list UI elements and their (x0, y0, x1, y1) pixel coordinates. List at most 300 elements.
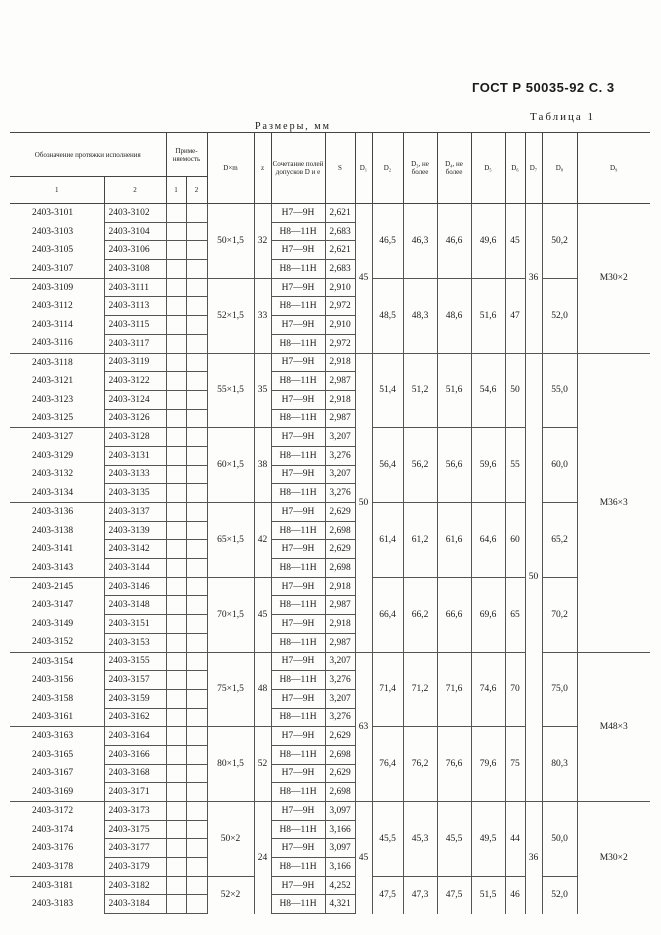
d2-cell: 45,5 (372, 802, 403, 877)
fit-cell: H8—11H (271, 633, 325, 652)
applicability-1 (166, 708, 186, 727)
designation-1: 2403-3103 (32, 226, 74, 237)
s-cell: 3,166 (325, 858, 355, 877)
applicability-2 (186, 559, 207, 578)
applicability-2 (186, 446, 207, 465)
d2-cell: 46,5 (372, 204, 403, 279)
fit-cell: H7—9H (271, 503, 325, 522)
header-d1: D₁ (355, 133, 372, 204)
designation-2: 2403-3144 (104, 559, 166, 578)
designation-1: 2403-3125 (32, 413, 74, 424)
s-cell: 2,987 (325, 372, 355, 391)
applicability-2 (186, 465, 207, 484)
designation-1: 2403-3121 (32, 376, 74, 387)
applicability-1 (166, 540, 186, 559)
header-col-1: 1 (10, 177, 104, 204)
applicability-1 (166, 876, 186, 895)
header-d8: D₈ (542, 133, 577, 204)
fit-cell: H8—11H (271, 708, 325, 727)
header-d5: D₅ (471, 133, 505, 204)
applicability-2 (186, 727, 207, 746)
s-cell: 2,972 (325, 334, 355, 353)
d6-cell: 55 (505, 428, 525, 503)
fit-cell: H8—11H (271, 745, 325, 764)
s-cell: 2,987 (325, 596, 355, 615)
applicability-2 (186, 372, 207, 391)
d6-cell: 75 (505, 727, 525, 802)
header-designation: Обозначение протяжки исполнения (10, 133, 166, 177)
d6-cell: 50 (505, 353, 525, 428)
dxm-cell: 52×2 (207, 876, 254, 913)
designation-1: 2403-3163 (10, 727, 104, 746)
designation-1: 2403-3161 (32, 712, 74, 723)
designation-1: 2403-3147 (32, 600, 74, 611)
applicability-2 (186, 839, 207, 858)
fit-cell: H8—11H (271, 409, 325, 428)
fit-cell: H7—9H (271, 278, 325, 297)
header-z: z (254, 133, 271, 204)
applicability-1 (166, 372, 186, 391)
d2-cell: 66,4 (372, 577, 403, 652)
d9-cell: M48×3 (577, 652, 650, 802)
fit-cell: H7—9H (271, 727, 325, 746)
broach-dimensions-table (10, 132, 650, 914)
fit-cell: H7—9H (271, 577, 325, 596)
table-row (10, 278, 650, 297)
d5-cell: 49,6 (471, 204, 505, 279)
designation-2: 2403-3159 (104, 689, 166, 708)
header-d6: D₆ (505, 133, 525, 204)
designation-2: 2403-3164 (104, 727, 166, 746)
designation-1: 2403-3123 (32, 394, 74, 405)
page-header: ГОСТ Р 50035-92 С. 3 (472, 80, 615, 95)
designation-1: 2403-3178 (32, 861, 74, 872)
applicability-2 (186, 596, 207, 615)
designation-2: 2403-3104 (104, 222, 166, 241)
d2-cell: 76,4 (372, 727, 403, 802)
d4-cell: 46,6 (437, 204, 471, 279)
s-cell: 2,683 (325, 222, 355, 241)
applicability-1 (166, 689, 186, 708)
applicability-1 (166, 764, 186, 783)
z-cell: 38 (254, 428, 271, 503)
designation-1: 2403-3105 (32, 245, 74, 256)
table-body (10, 204, 650, 914)
applicability-1 (166, 633, 186, 652)
fit-cell: H8—11H (271, 484, 325, 503)
d8-cell: 65,2 (542, 503, 577, 578)
d3-cell: 66,2 (403, 577, 437, 652)
s-cell: 2,698 (325, 559, 355, 578)
applicability-2 (186, 633, 207, 652)
s-cell: 2,987 (325, 633, 355, 652)
d6-cell: 60 (505, 503, 525, 578)
d3-cell: 56,2 (403, 428, 437, 503)
table-row (10, 802, 650, 821)
z-cell: 45 (254, 577, 271, 652)
d8-cell: 55,0 (542, 353, 577, 428)
s-cell: 2,621 (325, 204, 355, 223)
designation-2: 2403-3108 (104, 260, 166, 279)
header-d7: D₇ (525, 133, 542, 204)
applicability-1 (166, 297, 186, 316)
d6-cell: 44 (505, 802, 525, 877)
z-cell: 33 (254, 278, 271, 353)
applicability-1 (166, 615, 186, 634)
table-name: Таблица 1 (530, 111, 596, 123)
designation-2: 2403-3137 (104, 503, 166, 522)
applicability-1 (166, 241, 186, 260)
d3-cell: 45,3 (403, 802, 437, 877)
s-cell: 2,918 (325, 577, 355, 596)
fit-cell: H7—9H (271, 652, 325, 671)
applicability-2 (186, 316, 207, 335)
header-s: S (325, 133, 355, 204)
d4-cell: 48,6 (437, 278, 471, 353)
designation-2: 2403-3184 (104, 895, 166, 914)
designation-2: 2403-3162 (104, 708, 166, 727)
designation-2: 2403-3142 (104, 540, 166, 559)
designation-1: 2403-3112 (32, 301, 73, 312)
d5-cell: 51,6 (471, 278, 505, 353)
d3-cell: 47,3 (403, 876, 437, 913)
applicability-1 (166, 334, 186, 353)
applicability-1 (166, 260, 186, 279)
designation-2: 2403-3119 (104, 353, 166, 372)
designation-2: 2403-3102 (104, 204, 166, 223)
applicability-1 (166, 577, 186, 596)
applicability-2 (186, 222, 207, 241)
header-d3: D₃, не более (403, 133, 437, 204)
fit-cell: H8—11H (271, 446, 325, 465)
s-cell: 2,698 (325, 521, 355, 540)
fit-cell: H7—9H (271, 802, 325, 821)
dxm-cell: 80×1,5 (207, 727, 254, 802)
applicability-1 (166, 820, 186, 839)
s-cell: 3,097 (325, 839, 355, 858)
s-cell: 3,166 (325, 820, 355, 839)
designation-2: 2403-3135 (104, 484, 166, 503)
s-cell: 2,910 (325, 278, 355, 297)
d4-cell: 61,6 (437, 503, 471, 578)
applicability-1 (166, 802, 186, 821)
s-cell: 2,629 (325, 540, 355, 559)
applicability-2 (186, 278, 207, 297)
applicability-1 (166, 671, 186, 690)
d7-cell: 50 (525, 353, 542, 802)
applicability-2 (186, 745, 207, 764)
dxm-cell: 55×1,5 (207, 353, 254, 428)
applicability-1 (166, 484, 186, 503)
designation-2: 2403-3115 (104, 316, 166, 335)
d1-cell: 63 (355, 652, 372, 802)
d4-cell: 45,5 (437, 802, 471, 877)
applicability-2 (186, 204, 207, 223)
applicability-2 (186, 876, 207, 895)
applicability-2 (186, 671, 207, 690)
applicability-2 (186, 540, 207, 559)
d1-cell: 45 (355, 204, 372, 354)
applicability-2 (186, 708, 207, 727)
z-cell: 35 (254, 353, 271, 428)
designation-2: 2403-3113 (104, 297, 166, 316)
table-row (10, 727, 650, 746)
s-cell: 4,252 (325, 876, 355, 895)
applicability-2 (186, 353, 207, 372)
d5-cell: 74,6 (471, 652, 505, 727)
designation-1: 2403-3154 (10, 652, 104, 671)
designation-1: 2403-3134 (32, 487, 74, 498)
designation-1: 2403-3176 (32, 843, 74, 854)
fit-cell: H7—9H (271, 204, 325, 223)
d2-cell: 61,4 (372, 503, 403, 578)
applicability-1 (166, 783, 186, 802)
designation-2: 2403-3175 (104, 820, 166, 839)
d3-cell: 51,2 (403, 353, 437, 428)
d2-cell: 71,4 (372, 652, 403, 727)
designation-2: 2403-3126 (104, 409, 166, 428)
applicability-2 (186, 652, 207, 671)
d4-cell: 71,6 (437, 652, 471, 727)
designation-1: 2403-3114 (32, 319, 73, 330)
fit-cell: H8—11H (271, 297, 325, 316)
applicability-2 (186, 802, 207, 821)
s-cell: 2,621 (325, 241, 355, 260)
d6-cell: 65 (505, 577, 525, 652)
dimensions-label: Размеры, мм (255, 121, 331, 132)
fit-cell: H8—11H (271, 671, 325, 690)
s-cell: 3,207 (325, 652, 355, 671)
designation-1: 2403-3143 (32, 562, 74, 573)
d5-cell: 54,6 (471, 353, 505, 428)
applicability-2 (186, 428, 207, 447)
d4-cell: 56,6 (437, 428, 471, 503)
designation-1: 2403-3152 (32, 637, 74, 648)
applicability-2 (186, 577, 207, 596)
designation-1: 2403-3167 (32, 768, 74, 779)
designation-2: 2403-3153 (104, 633, 166, 652)
designation-2: 2403-3122 (104, 372, 166, 391)
fit-cell: H7—9H (271, 316, 325, 335)
designation-2: 2403-3168 (104, 764, 166, 783)
designation-2: 2403-3124 (104, 390, 166, 409)
applicability-2 (186, 409, 207, 428)
s-cell: 2,629 (325, 764, 355, 783)
s-cell: 3,207 (325, 689, 355, 708)
d6-cell: 46 (505, 876, 525, 913)
designation-2: 2403-3151 (104, 615, 166, 634)
header-app-1: 1 (166, 177, 186, 204)
designation-1: 2403-3101 (10, 204, 104, 223)
applicability-2 (186, 689, 207, 708)
d9-cell: M30×2 (577, 802, 650, 914)
fit-cell: H8—11H (271, 596, 325, 615)
d8-cell: 50,2 (542, 204, 577, 279)
designation-1: 2403-3165 (32, 749, 74, 760)
fit-cell: H8—11H (271, 820, 325, 839)
d8-cell: 75,0 (542, 652, 577, 727)
designation-2: 2403-3173 (104, 802, 166, 821)
fit-cell: H7—9H (271, 876, 325, 895)
d2-cell: 48,5 (372, 278, 403, 353)
s-cell: 2,698 (325, 745, 355, 764)
applicability-1 (166, 503, 186, 522)
table-row (10, 353, 650, 372)
s-cell: 3,097 (325, 802, 355, 821)
applicability-1 (166, 465, 186, 484)
d7-cell: 36 (525, 802, 542, 914)
fit-cell: H7—9H (271, 689, 325, 708)
d2-cell: 47,5 (372, 876, 403, 913)
d5-cell: 69,6 (471, 577, 505, 652)
d4-cell: 66,6 (437, 577, 471, 652)
header-d9: D₉ (577, 133, 650, 204)
designation-2: 2403-3146 (104, 577, 166, 596)
d6-cell: 47 (505, 278, 525, 353)
d6-cell: 45 (505, 204, 525, 279)
s-cell: 3,276 (325, 708, 355, 727)
table-row (10, 577, 650, 596)
z-cell: 24 (254, 802, 271, 914)
z-cell: 42 (254, 503, 271, 578)
header-fit: Сочетание полей допусков D и e (271, 133, 325, 204)
d2-cell: 51,4 (372, 353, 403, 428)
table-row (10, 204, 650, 223)
applicability-2 (186, 858, 207, 877)
designation-2: 2403-3139 (104, 521, 166, 540)
d7-cell: 36 (525, 204, 542, 354)
s-cell: 3,276 (325, 671, 355, 690)
applicability-2 (186, 764, 207, 783)
d3-cell: 71,2 (403, 652, 437, 727)
d9-cell: M36×3 (577, 353, 650, 652)
d3-cell: 61,2 (403, 503, 437, 578)
header-d4: D₄, не более (437, 133, 471, 204)
applicability-2 (186, 521, 207, 540)
applicability-2 (186, 241, 207, 260)
dxm-cell: 50×2 (207, 802, 254, 877)
designation-1: 2403-3169 (32, 786, 74, 797)
applicability-1 (166, 409, 186, 428)
dxm-cell: 70×1,5 (207, 577, 254, 652)
d4-cell: 51,6 (437, 353, 471, 428)
designation-2: 2403-3157 (104, 671, 166, 690)
applicability-2 (186, 783, 207, 802)
dxm-cell: 65×1,5 (207, 503, 254, 578)
fit-cell: H7—9H (271, 353, 325, 372)
applicability-2 (186, 503, 207, 522)
dxm-cell: 60×1,5 (207, 428, 254, 503)
designation-2: 2403-3111 (104, 278, 166, 297)
designation-1: 2403-3109 (10, 278, 104, 297)
fit-cell: H8—11H (271, 334, 325, 353)
s-cell: 4,321 (325, 895, 355, 914)
header-d2: D₂ (372, 133, 403, 204)
s-cell: 2,972 (325, 297, 355, 316)
applicability-1 (166, 596, 186, 615)
fit-cell: H7—9H (271, 465, 325, 484)
dxm-cell: 52×1,5 (207, 278, 254, 353)
d5-cell: 49,5 (471, 802, 505, 877)
applicability-2 (186, 390, 207, 409)
designation-1: 2403-3172 (10, 802, 104, 821)
fit-cell: H7—9H (271, 839, 325, 858)
s-cell: 3,276 (325, 446, 355, 465)
applicability-2 (186, 260, 207, 279)
applicability-1 (166, 222, 186, 241)
designation-1: 2403-3107 (32, 263, 74, 274)
d2-cell: 56,4 (372, 428, 403, 503)
applicability-2 (186, 615, 207, 634)
designation-1: 2403-3118 (10, 353, 104, 372)
applicability-1 (166, 521, 186, 540)
designation-1: 2403-3129 (32, 450, 74, 461)
d8-cell: 70,2 (542, 577, 577, 652)
designation-2: 2403-3133 (104, 465, 166, 484)
designation-1: 2403-3136 (10, 503, 104, 522)
applicability-2 (186, 297, 207, 316)
fit-cell: H8—11H (271, 858, 325, 877)
table-row (10, 652, 650, 671)
d3-cell: 76,2 (403, 727, 437, 802)
table-row (10, 876, 650, 895)
s-cell: 2,918 (325, 353, 355, 372)
applicability-2 (186, 484, 207, 503)
applicability-1 (166, 727, 186, 746)
applicability-1 (166, 390, 186, 409)
applicability-1 (166, 446, 186, 465)
header-app-2: 2 (186, 177, 207, 204)
d5-cell: 59,6 (471, 428, 505, 503)
fit-cell: H7—9H (271, 390, 325, 409)
designation-2: 2403-3148 (104, 596, 166, 615)
fit-cell: H8—11H (271, 260, 325, 279)
applicability-2 (186, 334, 207, 353)
fit-cell: H7—9H (271, 428, 325, 447)
applicability-1 (166, 839, 186, 858)
d6-cell: 70 (505, 652, 525, 727)
designation-1: 2403-2145 (10, 577, 104, 596)
applicability-1 (166, 278, 186, 297)
s-cell: 2,918 (325, 615, 355, 634)
d3-cell: 46,3 (403, 204, 437, 279)
designation-2: 2403-3177 (104, 839, 166, 858)
fit-cell: H8—11H (271, 521, 325, 540)
d1-cell: 45 (355, 802, 372, 914)
designation-2: 2403-3166 (104, 745, 166, 764)
applicability-1 (166, 353, 186, 372)
fit-cell: H8—11H (271, 559, 325, 578)
z-cell: 32 (254, 204, 271, 279)
designation-1: 2403-3158 (32, 693, 74, 704)
fit-cell: H8—11H (271, 895, 325, 914)
d4-cell: 76,6 (437, 727, 471, 802)
s-cell: 3,207 (325, 465, 355, 484)
d8-cell: 50,0 (542, 802, 577, 877)
s-cell: 2,629 (325, 727, 355, 746)
s-cell: 2,629 (325, 503, 355, 522)
s-cell: 3,276 (325, 484, 355, 503)
applicability-1 (166, 895, 186, 914)
designation-1: 2403-3174 (32, 824, 74, 835)
s-cell: 2,918 (325, 390, 355, 409)
d8-cell: 80,3 (542, 727, 577, 802)
designation-1: 2403-3138 (32, 525, 74, 536)
designation-2: 2403-3128 (104, 428, 166, 447)
applicability-1 (166, 858, 186, 877)
header-dxm: D×m (207, 133, 254, 204)
table-row (10, 503, 650, 522)
